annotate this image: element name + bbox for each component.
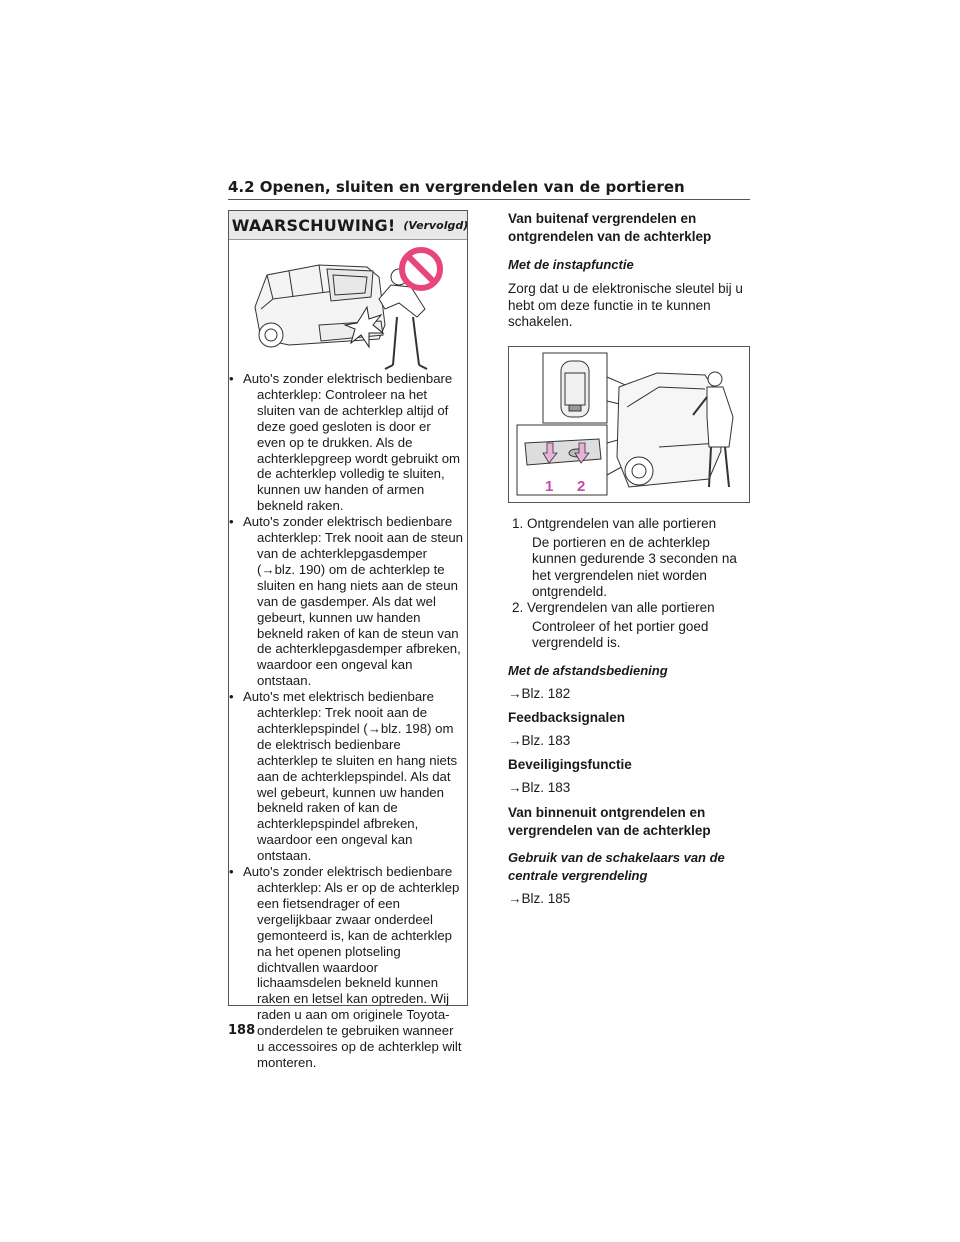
remote-ref: →Blz. 182 [508,686,571,701]
section-header: 4.2 Openen, sluiten en vergrendelen van de portieren [228,178,750,200]
page-number: 188 [228,1023,256,1038]
section-title-security: Beveiligingsfunctie [508,757,632,772]
warning-bullet: • Auto's zonder elektrisch bedienbare achterklep: Trek nooit aan de steun van de achterklepgasdemper (→blz. 190) om de achterklep te sluiten en hang niets aan de steun van de gasdemper. Als dat wel gebeurt, kunnen uw handen bekneld raken of kan de steun van de achterklepgasdemper afbreken, waardoor een ongeval kan ontstaan. [229,514,464,689]
warning-bullet: • Auto's met elektrisch bedienbare achterklep: Trek nooit aan de achterklepspindel (→blz. 198) om de elektrisch bedienbare achterklep te sluiten en hang niets aan de achterklepspindel. Als dat wel gebeurt, kunnen uw handen bekneld raken of kan de achterklepspindel afbreken, waardoor een ongeval kan ontstaan. [229,689,458,864]
smart-key-figure [508,346,750,503]
section-title-outside-lock: Van buitenaf vergrendelen en ontgrendelen van de achterklep [508,211,712,244]
warning-continued: (Vervolgd) [403,218,469,232]
entry-function-text: Zorg dat u de elektronische sleutel bij u hebt om deze functie in te kunnen schakelen. [508,281,743,330]
prohibition-icon [402,250,440,288]
feedback-ref: →Blz. 183 [508,733,571,748]
subsection-title-entry: Met de instapfunctie [508,257,634,272]
warning-bullet: • Auto's zonder elektrisch bedienbare achterklep: Als er op de achterklep een fietsendrager of een vergelijkbaar zwaar onderdeel gemonteerd is, kan de achterklep na het openen plotseling dichtvallen waardoor lichaamsdelen bekneld kunnen raken en letsel kan optreden. Wij raden u aan om originele Toyota-onderdelen te gebruiken wanneer u accessoires op de achterklep wilt monteren. [229,864,462,1070]
figure-label-1: 1 [545,478,554,495]
figure-label-2: 2 [577,478,586,495]
warning-header [229,211,467,240]
security-ref: →Blz. 183 [508,780,571,795]
warning-bullet-list [229,371,467,1071]
step-2: 2. Vergrendelen van alle portieren Controleer of het portier goed vergrendeld is. [512,600,715,651]
tailgate-hazard-illustration [249,247,449,377]
subsection-title-central-lock: Gebruik van de schakelaars van de centrale vergrendeling [508,850,725,883]
section-title-feedback: Feedbacksignalen [508,710,626,725]
central-lock-ref: →Blz. 185 [508,891,571,906]
subsection-title-remote: Met de afstandsbediening [508,663,668,678]
warning-bullet: • Auto's zonder elektrisch bedienbare achterklep: Controleer na het sluiten van de achterklep altijd of deze goed gesloten is door er even op te drukken. Als de achterklepgreep wordt gebruikt om de achterklep volledig te sluiten, kunnen uw handen of armen bekneld raken. [229,371,461,514]
section-title-inside-lock: Van binnenuit ontgrendelen en vergrendelen van de achterklep [508,805,711,838]
step-1: 1. Ontgrendelen van alle portieren De portieren en de achterklep kunnen gedurende 3 seconden na het vergrendelen niet worden ontgrendeld. [512,516,737,600]
warning-title: WAARSCHUWING! [231,215,396,235]
